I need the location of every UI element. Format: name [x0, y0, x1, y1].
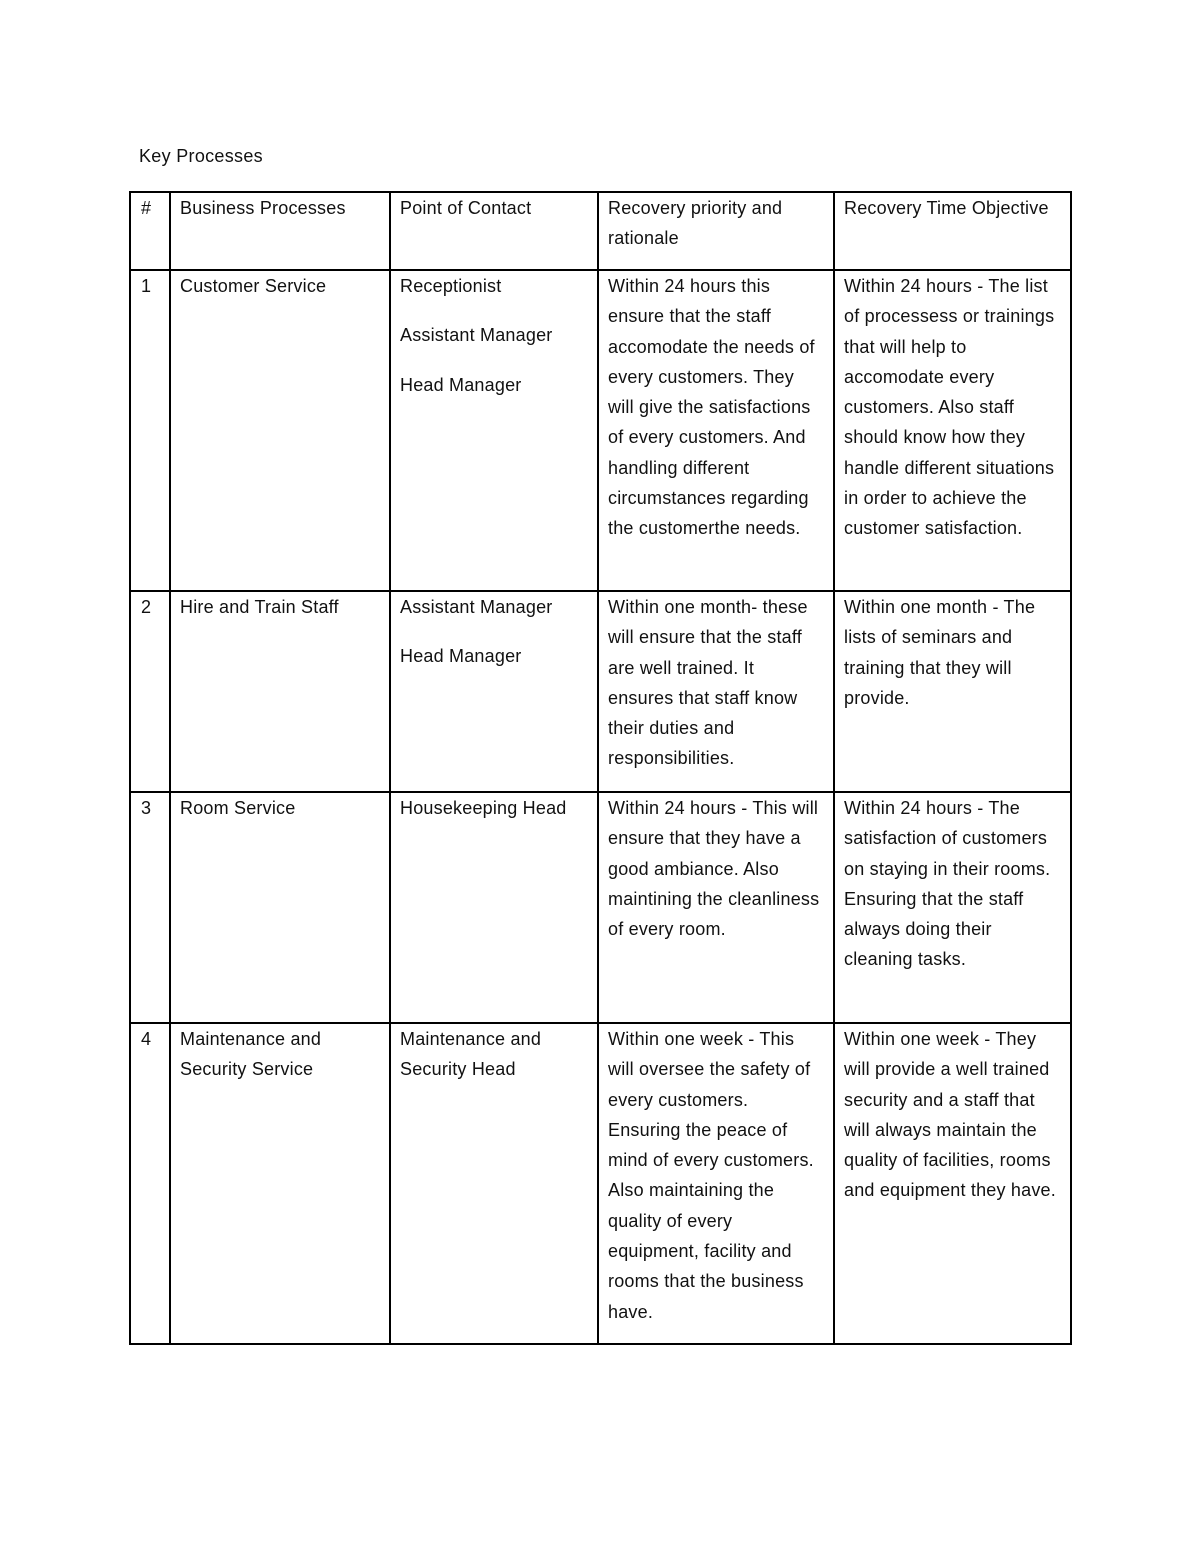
contact-name: Maintenance and Security Head: [400, 1029, 542, 1080]
recovery-time-objective-cell: Within one week - They will provide a well trained security and a staff that will always maintain the quality of facilities, rooms and equipment they have.: [834, 1023, 1071, 1344]
key-processes-table: [129, 191, 1072, 1345]
recovery-priority-cell: Within 24 hours - This will ensure that they have a good ambiance. Also maintining the cleanliness of every room.: [598, 792, 834, 1023]
point-of-contact-cell: [390, 591, 598, 792]
table-row: [130, 591, 1071, 792]
contact-name: Receptionist: [400, 276, 502, 296]
row-number: 4: [130, 1023, 170, 1344]
table-row: [130, 270, 1071, 591]
point-of-contact-cell: [390, 792, 598, 1023]
table-header-row: [130, 192, 1071, 270]
header-recovery-time-objective: Recovery Time Objective: [834, 192, 1071, 270]
contact-name: Head Manager: [400, 374, 522, 395]
point-of-contact-cell: [390, 1023, 598, 1344]
document-title: Key Processes: [139, 146, 263, 166]
table-row: [130, 1023, 1071, 1344]
row-number: 2: [130, 591, 170, 792]
business-process-cell: Room Service: [170, 792, 390, 1023]
business-process-cell: Maintenance and Security Service: [170, 1023, 390, 1344]
header-business-processes: Business Processes: [170, 192, 390, 270]
header-recovery-priority: Recovery priority and rationale: [598, 192, 834, 270]
header-number: #: [130, 192, 170, 270]
contact-name: Assistant Manager: [400, 597, 553, 617]
recovery-priority-cell: Within one month- these will ensure that the staff are well trained. It ensures that staff know their duties and responsibilities.: [598, 591, 834, 792]
recovery-time-objective-cell: Within 24 hours - The satisfaction of customers on staying in their rooms. Ensuring that the staff always doing their cleaning tasks.: [834, 792, 1071, 1023]
recovery-time-objective-cell: Within 24 hours - The list of processess or trainings that will help to accomodate every customers. Also staff should know how they handle different situations in order to achieve the customer satisfaction.: [834, 270, 1071, 591]
table-row: [130, 792, 1071, 1023]
recovery-priority-cell: Within 24 hours this ensure that the staff accomodate the needs of every customers. They will give the satisfactions of every customers. And handling different circumstances regarding the customerthe needs.: [598, 270, 834, 591]
point-of-contact-cell: [390, 270, 598, 591]
business-process-cell: Hire and Train Staff: [170, 591, 390, 792]
contact-name: Head Manager: [400, 646, 522, 667]
contact-name: Housekeeping Head: [400, 798, 567, 818]
row-number: 1: [130, 270, 170, 591]
contact-name: Assistant Manager: [400, 325, 553, 346]
recovery-time-objective-cell: Within one month - The lists of seminars and training that they will provide.: [834, 591, 1071, 792]
recovery-priority-cell: Within one week - This will oversee the safety of every customers. Ensuring the peace of mind of every customers. Also maintaining the quality of every equipment, facility and rooms that the business have.: [598, 1023, 834, 1344]
business-process-cell: Customer Service: [170, 270, 390, 591]
header-point-of-contact: Point of Contact: [390, 192, 598, 270]
row-number: 3: [130, 792, 170, 1023]
